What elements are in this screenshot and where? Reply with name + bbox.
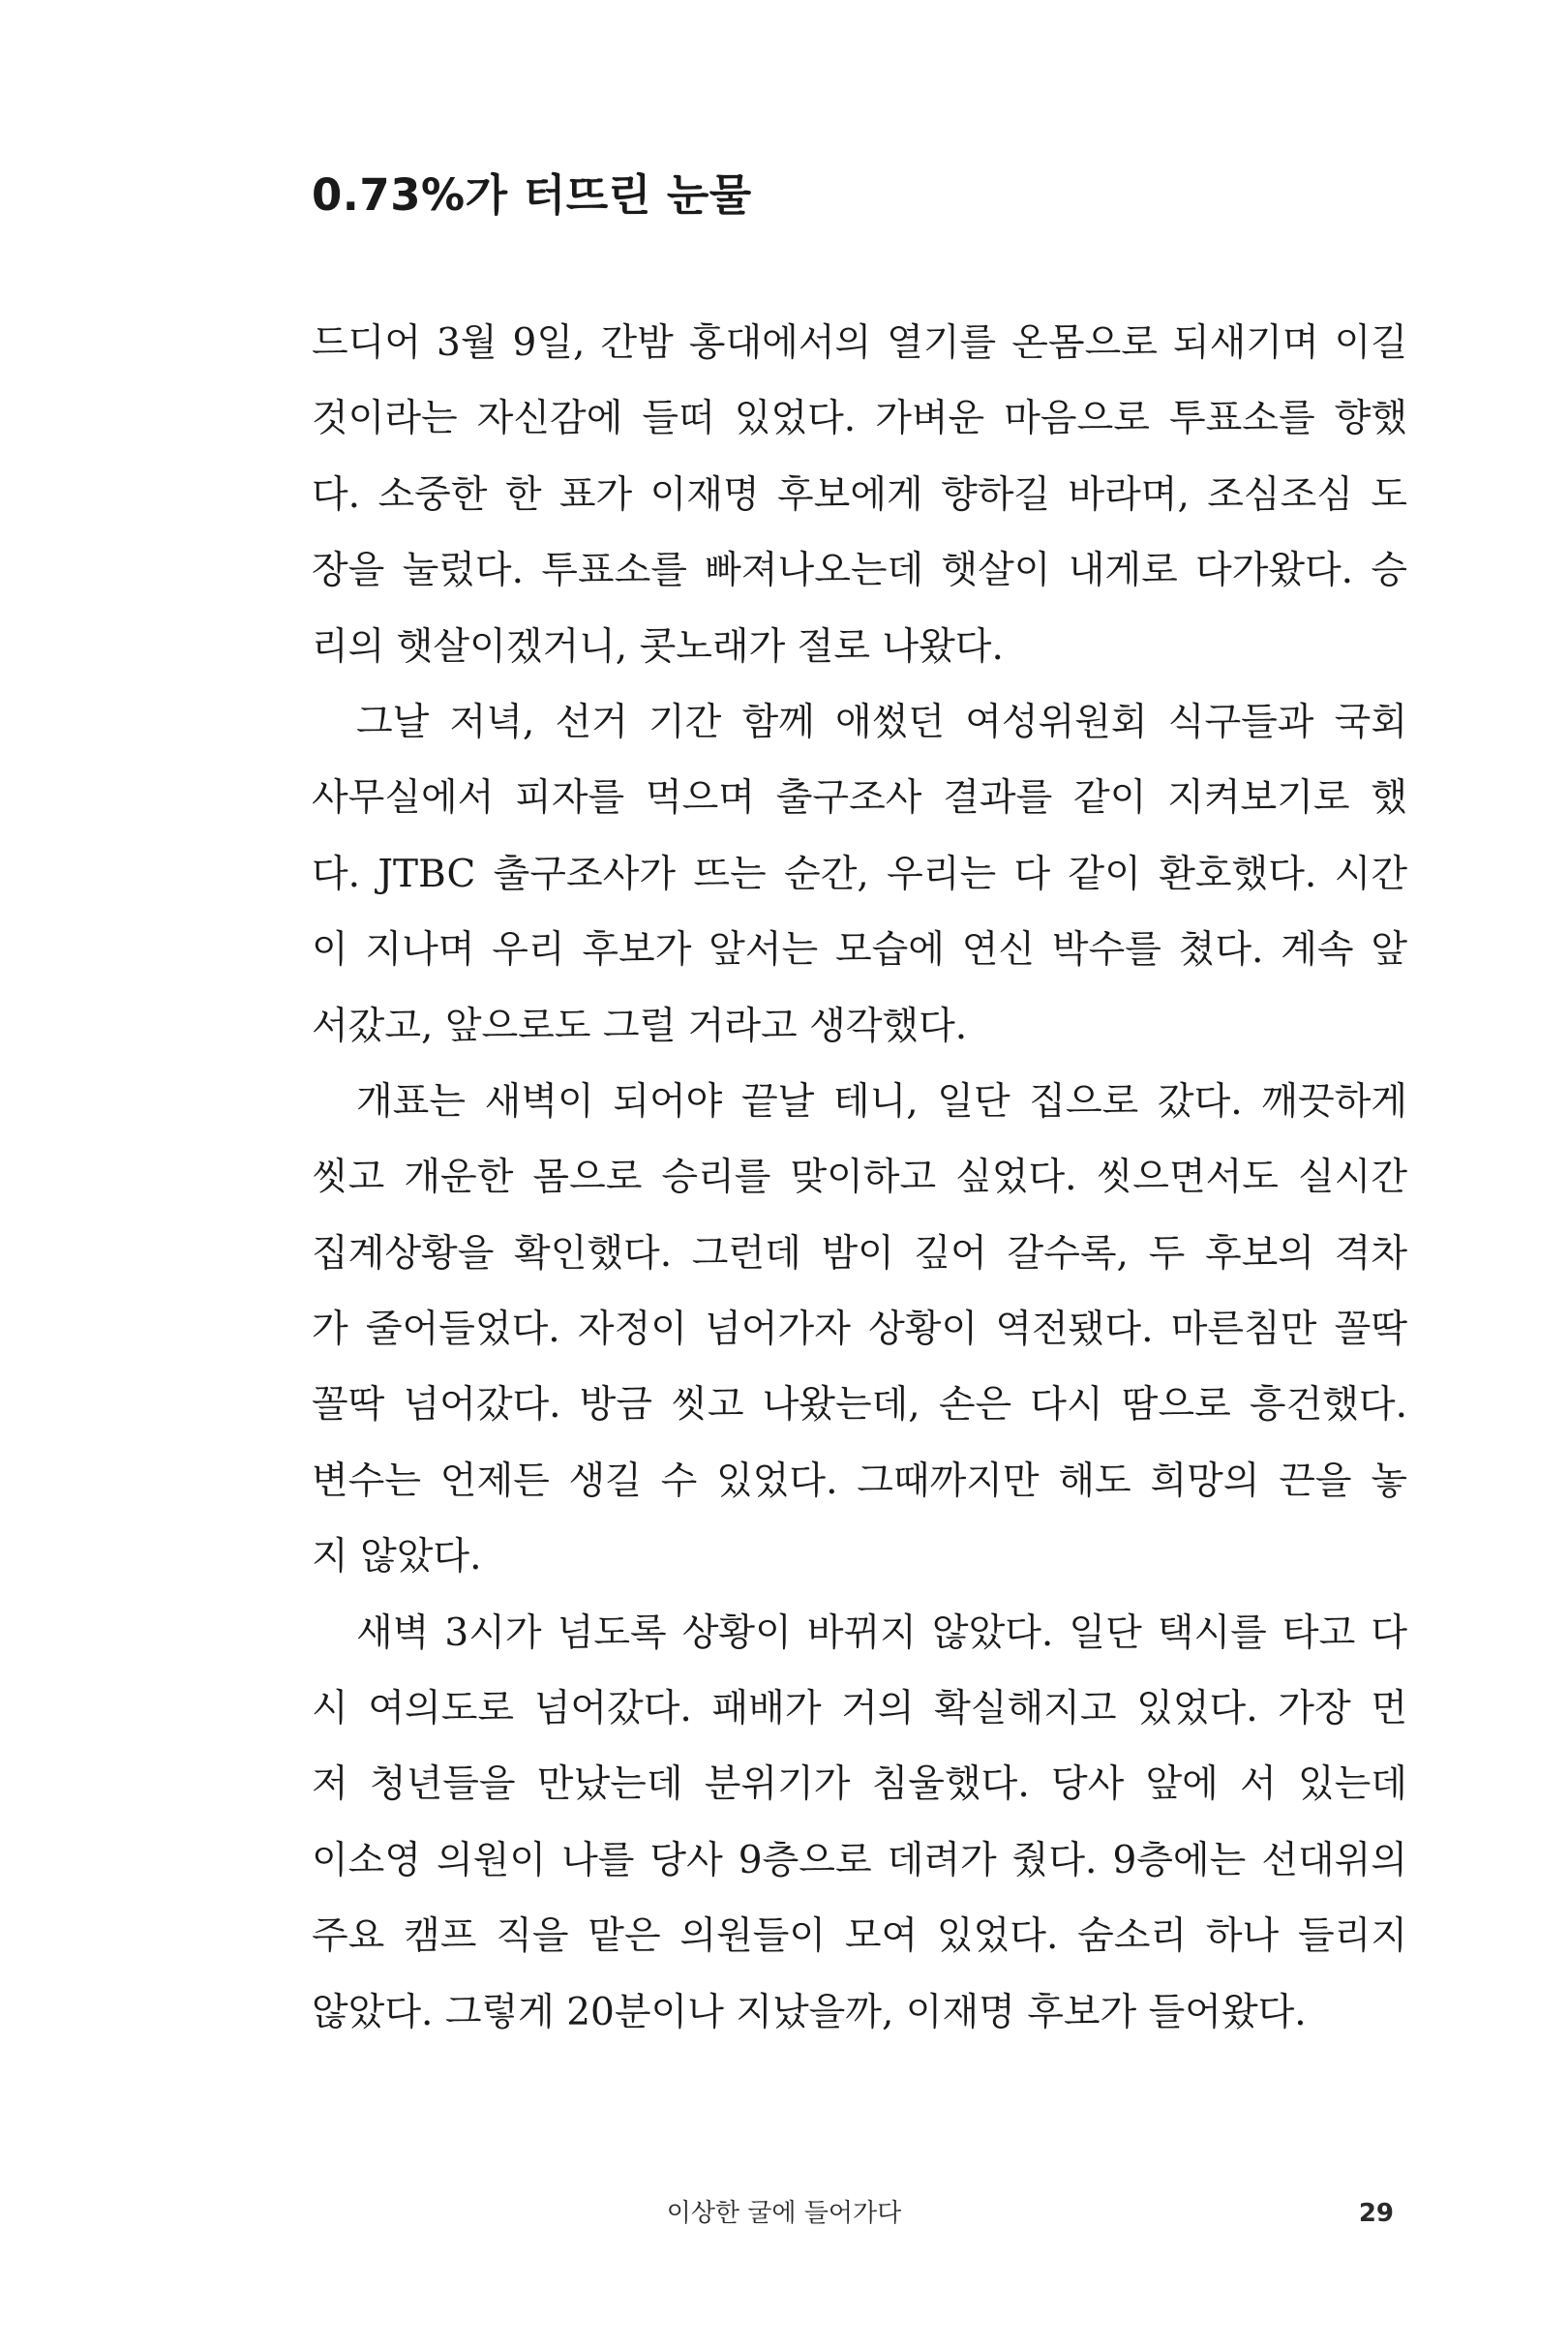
text-line: 새벽 3시가 넘도록 상황이 바뀌지 않았다. 일단 택시를 타고 다 bbox=[356, 1610, 1407, 1655]
text-line: 다. 소중한 한 표가 이재명 후보에게 향하길 바라며, 조심조심 도 bbox=[312, 472, 1407, 517]
text-line: 저 청년들을 만났는데 분위기가 침울했다. 당사 앞에 서 있는데 bbox=[312, 1762, 1407, 1807]
running-footer-title: 이상한 굴에 들어가다 bbox=[666, 2199, 902, 2228]
text-line: 않았다. 그렇게 20분이나 지났을까, 이재명 후보가 들어왔다. bbox=[312, 1990, 1307, 2034]
text-line: 지 않았다. bbox=[312, 1535, 482, 1580]
section-title: 0.73%가 터뜨린 눈물 bbox=[312, 169, 752, 221]
text-line: 주요 캠프 직을 맡은 의원들이 모여 있었다. 숨소리 하나 들리지 bbox=[312, 1914, 1407, 1959]
text-line: 것이라는 자신감에 들떠 있었다. 가벼운 마음으로 투표소를 향했 bbox=[312, 397, 1407, 441]
text-line: 변수는 언제든 생길 수 있었다. 그때까지만 해도 희망의 끈을 놓 bbox=[312, 1459, 1407, 1503]
text-line: 다. JTBC 출구조사가 뜨는 순간, 우리는 다 같이 환호했다. 시간 bbox=[312, 852, 1407, 896]
text-line: 가 줄어들었다. 자정이 넘어가자 상황이 역전됐다. 마른침만 꼴딱 bbox=[312, 1308, 1407, 1352]
text-line: 집계상황을 확인했다. 그런데 밤이 깊어 갈수록, 두 후보의 격차 bbox=[312, 1231, 1407, 1276]
text-line: 드디어 3월 9일, 간밤 홍대에서의 열기를 온몸으로 되새기며 이길 bbox=[312, 321, 1407, 365]
page-number: 29 bbox=[1358, 2199, 1394, 2228]
text-line: 그날 저녁, 선거 기간 함께 애썼던 여성위원회 식구들과 국회 bbox=[356, 700, 1407, 744]
text-line: 이 지나며 우리 후보가 앞서는 모습에 연신 박수를 쳤다. 계속 앞 bbox=[312, 928, 1407, 973]
text-line: 이소영 의원이 나를 당사 9층으로 데려가 줬다. 9층에는 선대위의 bbox=[312, 1838, 1407, 1882]
text-line: 꼴딱 넘어갔다. 방금 씻고 나왔는데, 손은 다시 땀으로 흥건했다. bbox=[312, 1383, 1407, 1428]
text-line: 서갔고, 앞으로도 그럴 거라고 생각했다. bbox=[312, 1004, 968, 1048]
text-line: 장을 눌렀다. 투표소를 빠져나오는데 햇살이 내게로 다가왔다. 승 bbox=[312, 549, 1407, 593]
body-text bbox=[312, 306, 1407, 2051]
text-line: 시 여의도로 넘어갔다. 패배가 거의 확실해지고 있었다. 가장 먼 bbox=[312, 1687, 1407, 1731]
text-line: 씻고 개운한 몸으로 승리를 맞이하고 싶었다. 씻으면서도 실시간 bbox=[312, 1156, 1407, 1200]
text-line: 리의 햇살이겠거니, 콧노래가 절로 나왔다. bbox=[312, 624, 1004, 669]
text-line: 개표는 새벽이 되어야 끝날 테니, 일단 집으로 갔다. 깨끗하게 bbox=[356, 1079, 1407, 1124]
text-line: 사무실에서 피자를 먹으며 출구조사 결과를 같이 지켜보기로 했 bbox=[312, 776, 1407, 821]
